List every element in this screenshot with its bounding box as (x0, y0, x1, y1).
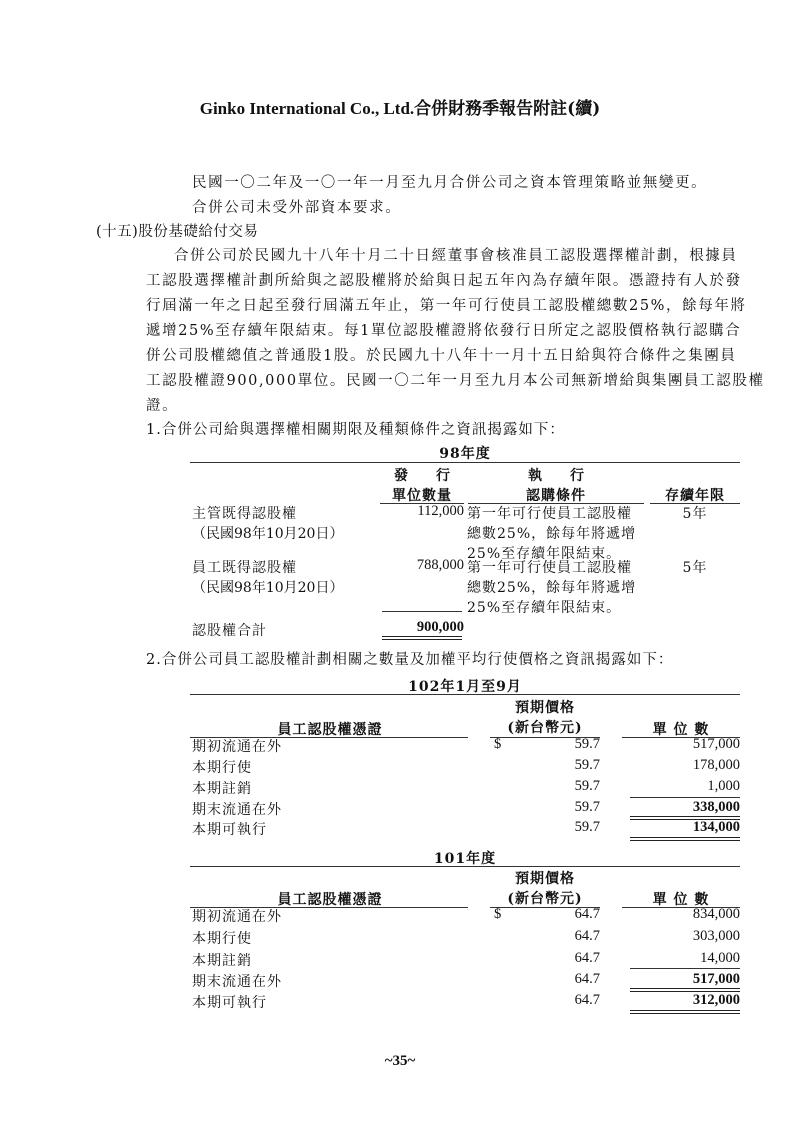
row-label: 主管既得認股權 (192, 506, 297, 522)
table1-total-label: 認股權合計 (192, 623, 267, 639)
intro-line-2: 合併公司未受外部資本要求。 (192, 200, 402, 216)
table2-col-label: 員工認股權憑證 (277, 722, 383, 738)
table3-top-rule (190, 866, 740, 867)
row-cond-2: 總數25%，餘每年將遞增 (467, 526, 637, 542)
intro-line-1: 民國一〇二年及一〇一年一月至九月合併公司之資本管理策略並無變更。 (192, 175, 708, 191)
row-units: 112,000 (417, 503, 464, 519)
row-price: 59.7 (574, 819, 600, 835)
row-price: 64.7 (574, 950, 600, 966)
row-cond-2: 總數25%，餘每年將遞增 (467, 580, 637, 596)
row-label: 本期行使 (192, 760, 252, 776)
body-line-3: 行屆滿一年之日起至發行屆滿五年止，第一年可行使員工認股權總數25%，餘每年將 (146, 298, 747, 314)
body-line-5: 併公司股權總值之普通股1股。於民國九十八年十一月十五日給與符合條件之集團員 (146, 348, 737, 364)
item-2: 2.合併公司員工認股權計劃相關之數量及加權平均行使價格之資訊揭露如下： (146, 652, 674, 668)
row-units: 834,000 (692, 906, 740, 922)
row-price: 59.7 (574, 736, 600, 752)
table3-col-units: 單 位 數 (652, 892, 710, 908)
table2-top-rule (190, 694, 740, 695)
row-label: 本期註銷 (192, 953, 252, 969)
body-line-6: 工認股權證900,000單位。民國一〇二年一月至九月本公司無新增給與集團員工認股權 (146, 373, 765, 389)
row-price: 59.7 (574, 778, 600, 794)
body-line-2: 工認股選擇權計劃所給與之認股權將於給與日起五年內為存續年限。憑證持有人於發 (146, 273, 742, 289)
currency-symbol: $ (494, 736, 502, 752)
row-units: 303,000 (692, 928, 740, 944)
table2-col-price-top: 預期價格 (515, 700, 575, 716)
table1-subtotal-rule (382, 611, 462, 612)
row-price: 59.7 (574, 799, 600, 815)
row-price: 64.7 (574, 928, 600, 944)
row-units: 517,000 (692, 736, 740, 752)
table1-period: 98年度 (439, 446, 491, 462)
title-report: 合併財務季報告附註(續) (414, 99, 601, 119)
body-line-4: 遞增25%至存續年限結束。每1單位認股權證將依發行日所定之認股價格執行認購合 (146, 323, 742, 339)
row-label: 員工既得認股權 (192, 560, 297, 576)
section-heading: (十五)股份基礎給付交易 (96, 224, 259, 240)
item-1: 1.合併公司給與選擇權相關期限及種類條件之資訊揭露如下： (146, 422, 565, 438)
table1-col-exec-top: 執 行 (528, 468, 584, 484)
row-price: 64.7 (574, 971, 600, 987)
row-sublabel: （民國98年10月20日） (192, 580, 344, 596)
table1-col-issue-bottom: 單位數量 (392, 488, 452, 504)
row-label: 期末流通在外 (192, 974, 282, 990)
table3-double-rule-2 (630, 1010, 740, 1014)
table1-col-term: 存續年限 (665, 488, 725, 504)
row-price: 64.7 (574, 992, 600, 1008)
table1-col-issue-top: 發 行 (394, 468, 450, 484)
table3-subtotal-rule (630, 968, 740, 969)
table2-subtotal-rule (630, 797, 740, 798)
currency-symbol: $ (494, 906, 502, 922)
row-cond-1: 第一年可行使員工認股權 (467, 506, 632, 522)
page-number: ~35~ (384, 1053, 416, 1069)
page-title (0, 94, 800, 119)
row-label: 期初流通在外 (192, 739, 282, 755)
table3-col-price-top: 預期價格 (515, 871, 575, 887)
row-label: 本期註銷 (192, 781, 252, 797)
table2-col-price-bottom: (新台幣元) (507, 720, 583, 736)
row-cond-3: 25%至存續年限結束。 (467, 546, 622, 562)
row-label: 期初流通在外 (192, 909, 282, 925)
row-units: 178,000 (692, 757, 740, 773)
row-label: 本期可執行 (192, 822, 267, 838)
row-term: 5年 (682, 506, 708, 522)
row-units: 517,000 (692, 971, 740, 987)
table1-total-double-rule (382, 636, 462, 640)
body-line-1: 合併公司於民國九十八年十月二十日經董事會核准員工認股選擇權計劃，根據員 (174, 248, 738, 264)
table1-col-exec-bottom: 認購條件 (526, 488, 586, 504)
row-label: 本期行使 (192, 931, 252, 947)
table3-period: 101年度 (433, 851, 497, 867)
row-price: 64.7 (574, 906, 600, 922)
row-price: 59.7 (574, 757, 600, 773)
row-label: 本期可執行 (192, 995, 267, 1011)
row-cond-1: 第一年可行使員工認股權 (467, 560, 632, 576)
row-label: 期末流通在外 (192, 802, 282, 818)
row-term: 5年 (682, 560, 708, 576)
table2-col-units: 單 位 數 (652, 722, 710, 738)
row-units: 788,000 (416, 557, 464, 573)
row-sublabel: （民國98年10月20日） (192, 526, 344, 542)
title-company: Ginko International Co., Ltd. (199, 99, 415, 118)
table1-top-rule (190, 462, 740, 463)
table2-period: 102年1月至9月 (408, 679, 522, 695)
table3-col-price-bottom: (新台幣元) (507, 891, 583, 907)
row-units: 338,000 (692, 799, 740, 815)
row-units: 1,000 (707, 778, 740, 794)
table2-double-rule-2 (630, 837, 740, 841)
row-cond-3: 25%至存續年限結束。 (467, 600, 622, 616)
row-units: 312,000 (692, 992, 740, 1008)
body-line-7: 證。 (146, 398, 179, 414)
row-units: 14,000 (700, 950, 740, 966)
table1-total-units: 900,000 (416, 619, 464, 635)
row-units: 134,000 (692, 819, 740, 835)
table3-col-label: 員工認股權憑證 (277, 892, 383, 908)
